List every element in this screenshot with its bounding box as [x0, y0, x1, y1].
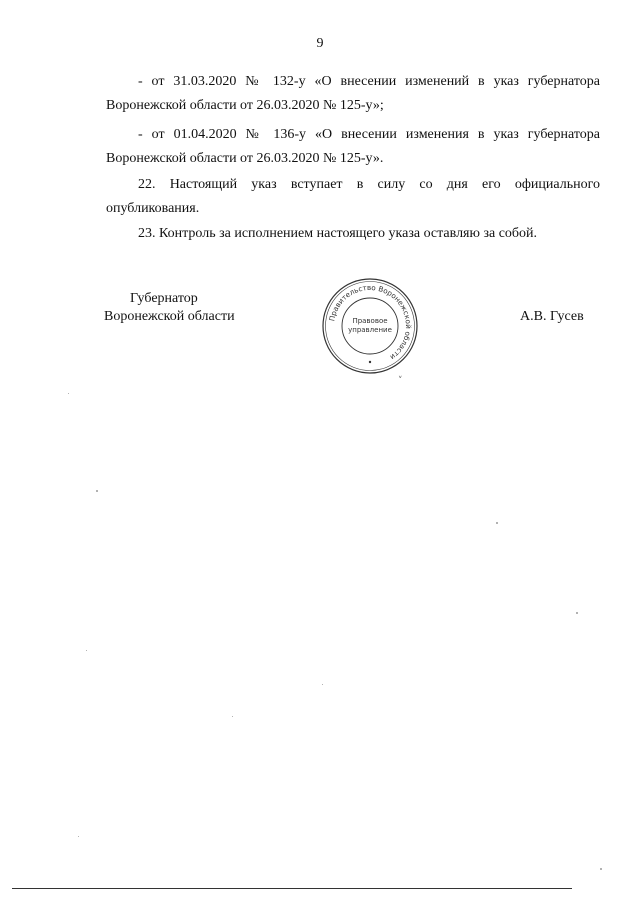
paragraph-22-effective-date: [106, 173, 600, 221]
page-number: 9: [316, 36, 324, 51]
paragraph-line: Воронежской области от 26.03.2020 № 125-у»;: [106, 98, 384, 113]
paragraph-amendment-136: [106, 123, 600, 171]
scan-mark: ˅: [398, 376, 403, 386]
scan-speck: [96, 490, 98, 492]
paragraph-line: Воронежской области от 26.03.2020 № 125-у».: [106, 151, 384, 166]
paragraph-amendment-132: [106, 70, 600, 118]
paragraph-line: 22. Настоящий указ вступает в силу со дня его официального: [138, 177, 600, 192]
scan-speck: [600, 868, 602, 870]
stamp-inner-text-line2: управление: [348, 326, 392, 334]
scan-speck: [78, 836, 79, 837]
scan-speck: [86, 650, 87, 651]
stamp-inner-text-line1: Правовое: [352, 317, 388, 325]
stamp-bottom-star: [369, 361, 371, 363]
bottom-edge-line: [12, 888, 572, 889]
signatory-name: А.В. Гусев: [520, 309, 584, 324]
signatory-position-line2: Воронежской области: [104, 309, 235, 324]
paragraph-line: опубликования.: [106, 201, 200, 216]
scan-speck: [322, 684, 323, 685]
scan-speck: [232, 716, 233, 717]
scan-speck: [496, 522, 498, 524]
paragraph-23-control: 23. Контроль за исполнением настоящего указа оставляю за собой.: [138, 226, 538, 241]
official-stamp: [320, 276, 420, 376]
signatory-position-line1: Губернатор: [130, 291, 198, 306]
scan-speck: [576, 612, 578, 614]
stamp-outer-text: Правительство Воронежской области: [327, 282, 414, 362]
scan-speck: [68, 393, 69, 394]
paragraph-line: - от 01.04.2020 № 136-у «О внесении изменения в указ губернатора: [138, 127, 600, 142]
paragraph-line: - от 31.03.2020 № 132-у «О внесении изменений в указ губернатора: [138, 74, 600, 89]
